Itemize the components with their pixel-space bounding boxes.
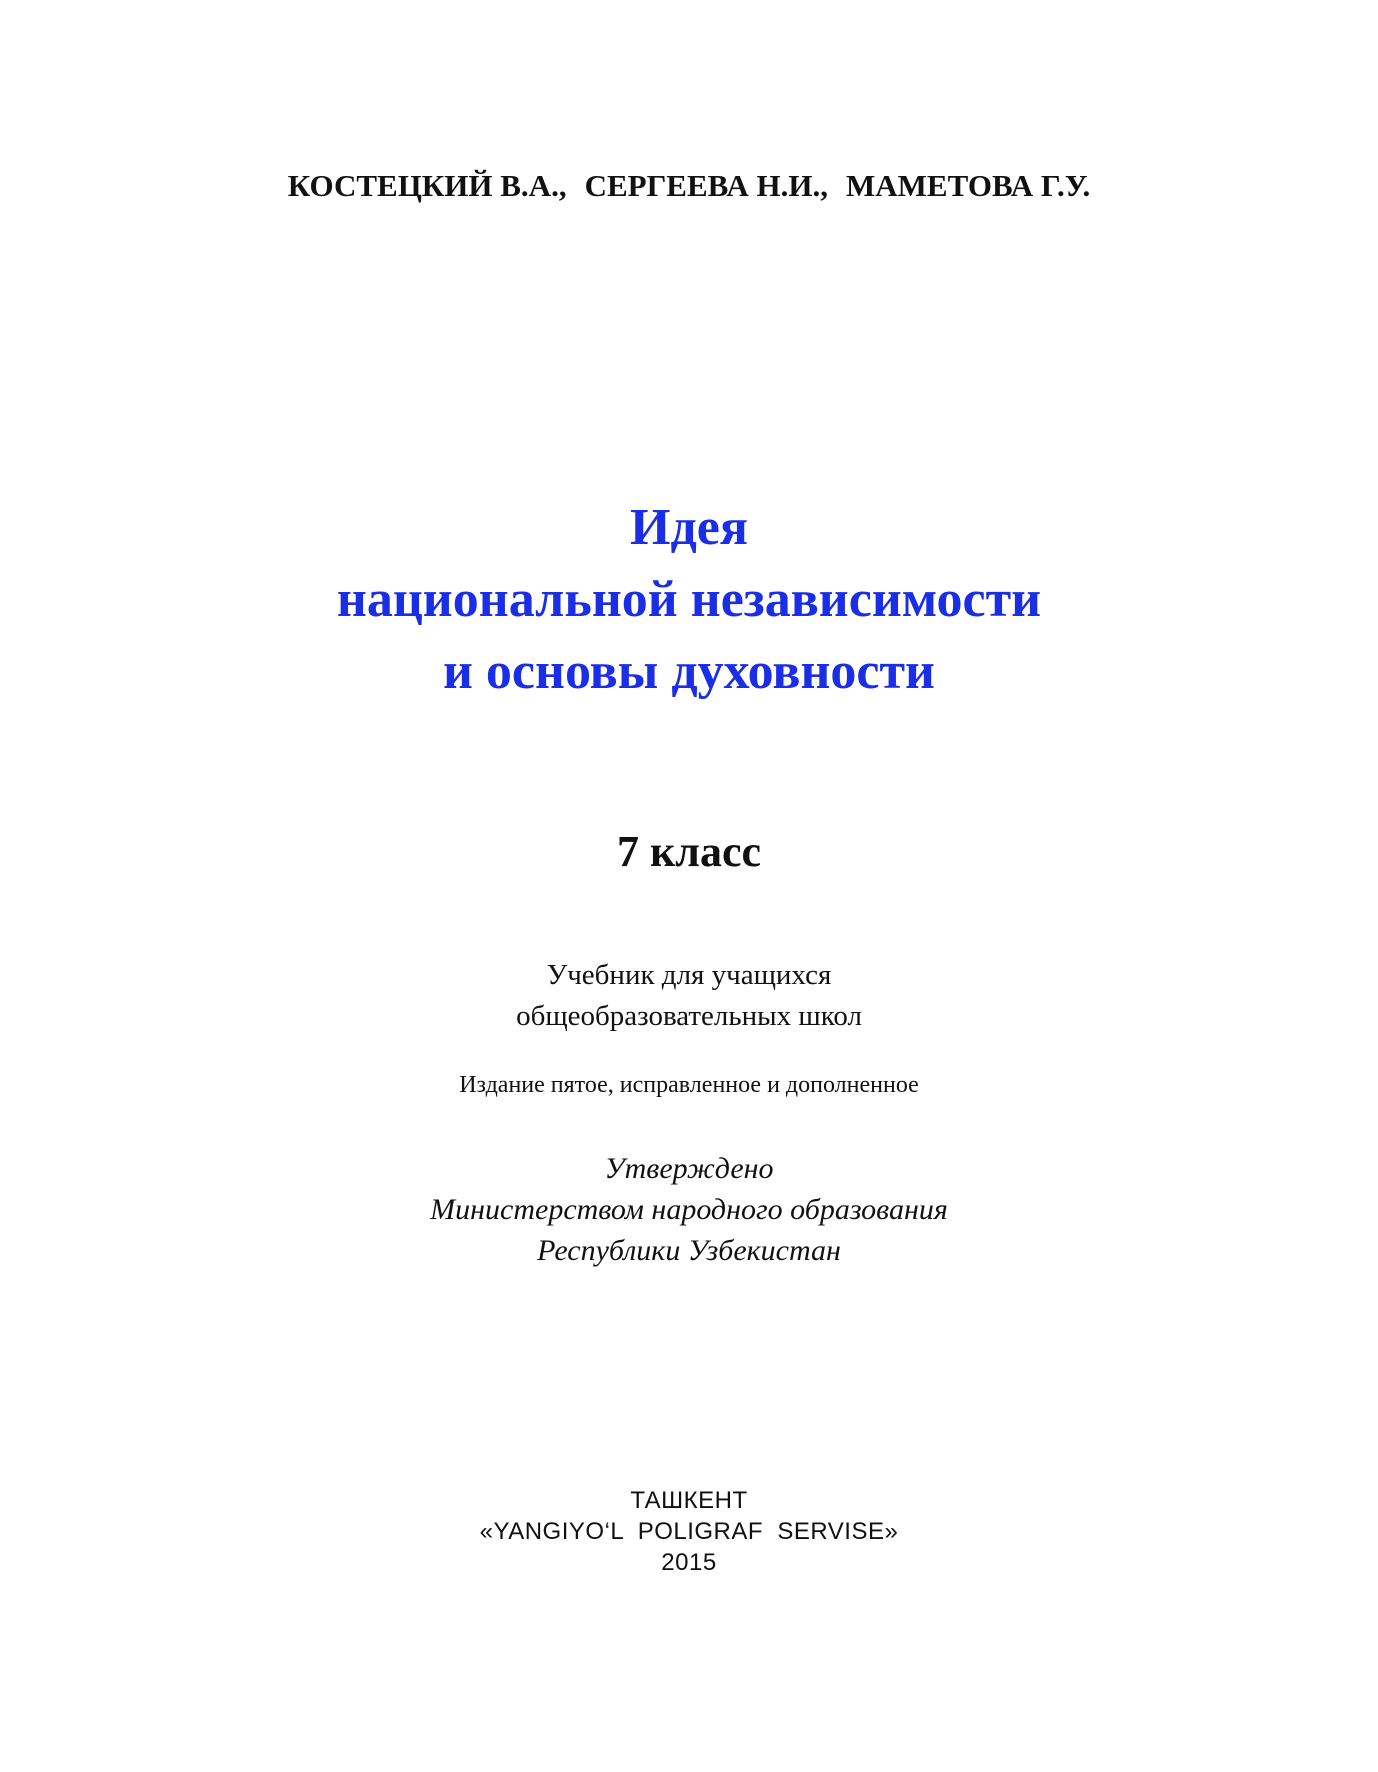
approval-line-2: Министерством народного образования: [430, 1193, 948, 1226]
title-line-1: Идея: [630, 499, 748, 556]
approval-line-1: Утверждено: [604, 1152, 774, 1185]
author-1: КОСТЕЦКИЙ В.А.,: [287, 168, 567, 203]
subtitle-line-2: общеобразовательных школ: [516, 1000, 862, 1032]
subtitle-line-1: Учебник для учащихся: [546, 959, 832, 991]
title-line-2: национальной независимости: [336, 571, 1042, 628]
author-3: МАМЕТОВА Г.У.: [846, 168, 1091, 203]
imprint-city: ТАШКЕНТ: [630, 1487, 748, 1514]
title-line-3: и основы духовности: [442, 643, 936, 700]
subtitle: [0, 955, 1378, 1037]
book-title: [0, 492, 1378, 708]
edition-note: Издание пятое, исправленное и дополненное: [459, 1072, 919, 1098]
imprint-publisher: «YANGIYO‘L POLIGRAF SERVISE»: [479, 1518, 899, 1545]
grade-label: 7 класс: [616, 827, 762, 876]
author-2: СЕРГЕЕВА Н.И.,: [584, 168, 828, 203]
authors-line: [0, 168, 1378, 204]
imprint-year: 2015: [661, 1549, 717, 1576]
imprint-block: [0, 1485, 1378, 1578]
approval-line-3: Республики Узбекистан: [537, 1234, 841, 1267]
approval-block: [0, 1148, 1378, 1271]
